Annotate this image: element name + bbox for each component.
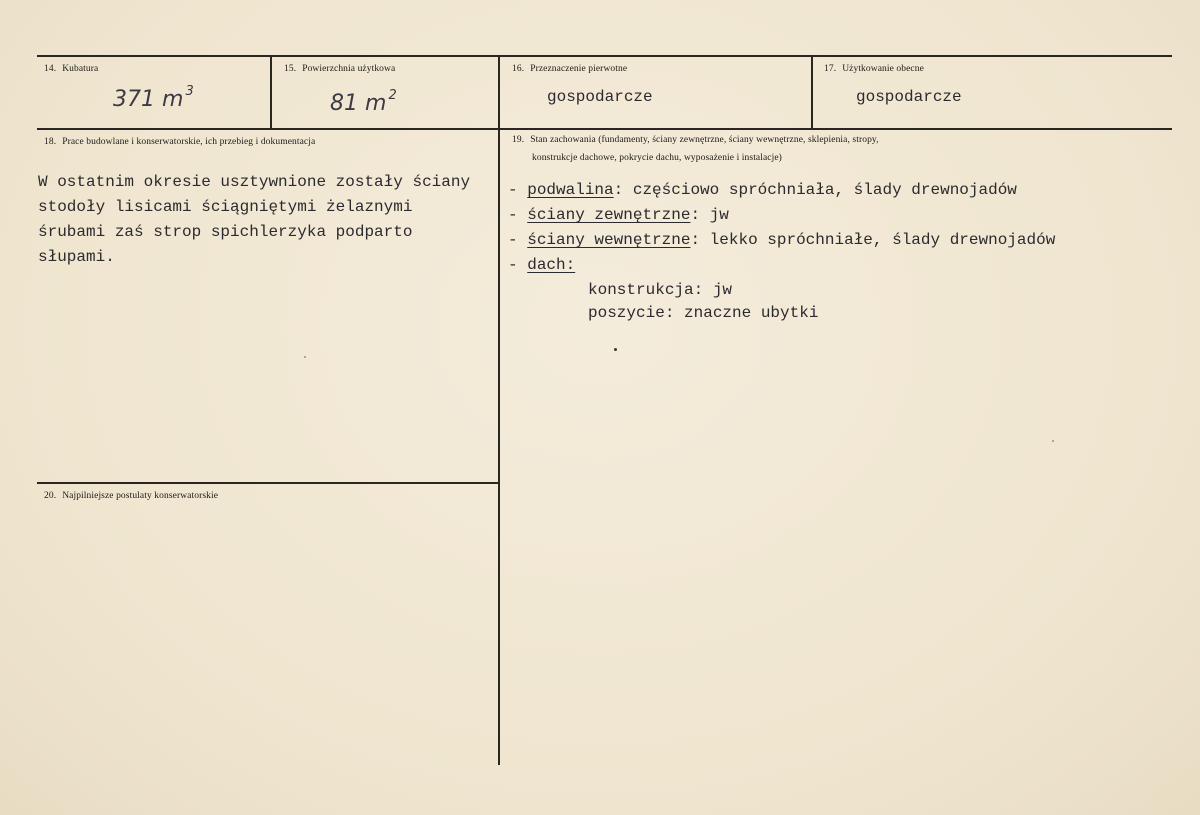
field-20-label: 20. Najpilniejsze postulaty konserwatorskie: [44, 491, 219, 501]
field-18-line-3: śrubami zaś strop spichlerzyka podparto: [38, 223, 413, 241]
field-18-label: 18. Prace budowlane i konserwatorskie, ich przebieg i dokumentacja: [44, 137, 316, 147]
paper-speck: [1052, 440, 1054, 442]
top-rule: [37, 55, 1172, 57]
mid-rule: [37, 128, 1172, 130]
field-15-label: 15. Powierzchnia użytkowa: [284, 64, 396, 74]
condition-item-2: - ściany zewnętrzne: jw: [508, 206, 729, 224]
field-18-line-2: stodoły lisicami ściągniętymi żelaznymi: [38, 198, 413, 216]
condition-item-3: - ściany wewnętrzne: lekko spróchniałe, ślady drewnojadów: [508, 231, 1056, 249]
condition-item-1: - podwalina: częściowo spróchniała, ślady drewnojadów: [508, 181, 1017, 199]
field-19-label: 19. Stan zachowania (fundamenty, ściany zewnętrzne, ściany wewnętrzne, sklepienia, stropy,: [512, 135, 879, 145]
field-19-label-cont: konstrukcje dachowe, pokrycie dachu, wyposażenie i instalacje): [532, 153, 782, 163]
field-18-line-4: słupami.: [38, 248, 115, 266]
col-divider-3: [811, 55, 813, 129]
field-15-value: 81 m $^2$: [330, 88, 397, 116]
field-14-value: 371 m $^3$: [113, 84, 194, 112]
section-20-rule: [37, 482, 499, 484]
condition-item-4: - dach:: [508, 256, 576, 274]
field-17-value: gospodarcze: [856, 88, 962, 106]
field-14-label: 14. Kubatura: [44, 64, 99, 74]
field-18-line-1: W ostatnim okresie usztywnione zostały ściany: [38, 173, 471, 191]
field-16-label: 16. Przeznaczenie pierwotne: [512, 64, 628, 74]
condition-sub-2: poszycie: znaczne ubytki: [588, 304, 819, 322]
paper-speck: [304, 356, 306, 358]
field-16-value: gospodarcze: [547, 88, 653, 106]
col-divider-1: [270, 55, 272, 129]
paper-speck: [614, 348, 617, 351]
col-divider-main: [498, 55, 500, 765]
condition-sub-1: konstrukcja: jw: [588, 281, 733, 299]
field-17-label: 17. Użytkowanie obecne: [824, 64, 924, 74]
